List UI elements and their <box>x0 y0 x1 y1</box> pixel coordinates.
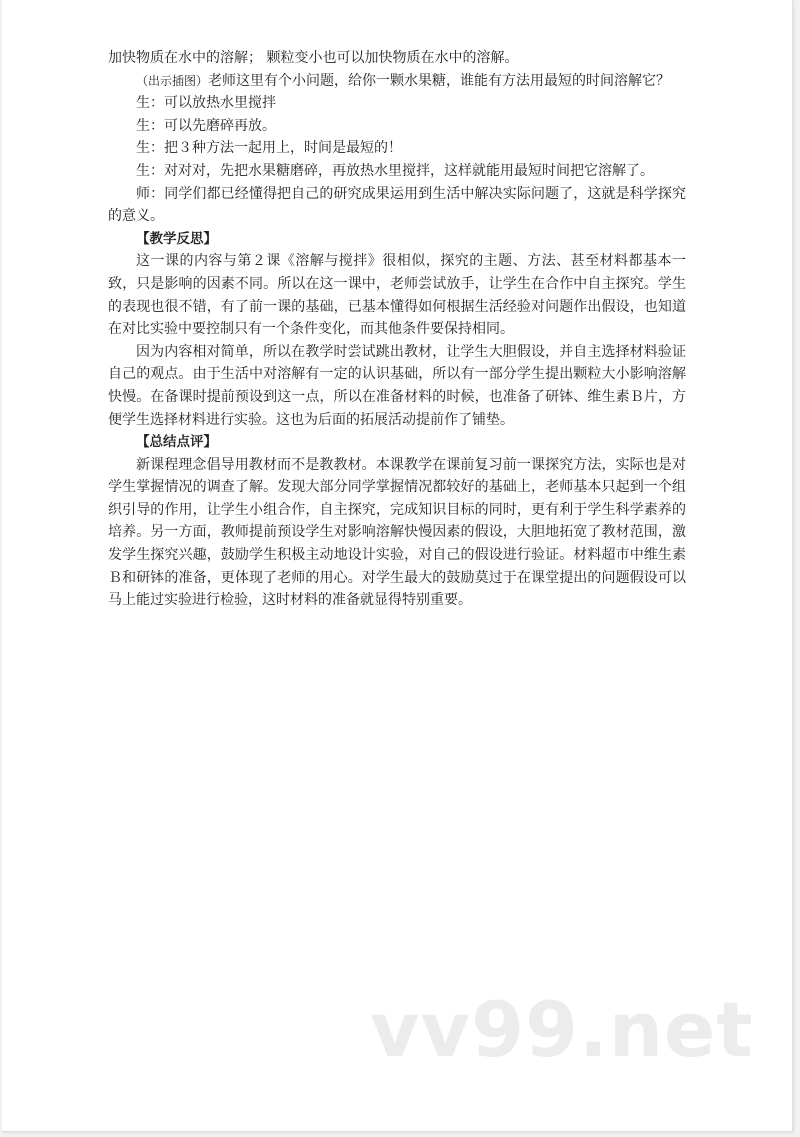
watermark: vv99.net <box>370 985 754 1074</box>
dialogue-line-3: 生：把３种方法一起用上，时间是最短的！ <box>136 140 402 157</box>
section-heading-summary: 【总结点评】 <box>136 434 217 451</box>
dialogue-line-1: 生：可以放热水里搅拌 <box>136 95 276 112</box>
document-page <box>2 0 793 1132</box>
document-body <box>108 47 686 612</box>
reflection-paragraph-2: 因为内容相对简单，所以在教学时尝试跳出教材，让学生大胆假设，并自主选择材料验证自己的观点。由于生活中对溶解有一定的认识基础，所以有一部分学生提出颗粒大小影响溶解快慢。在备课时提前预设到这一点，所以在准备材料的时候，也准备了研钵、维生素Ｂ片，方便学生选择材料进行实验。这也为后面的拓展活动提前作了铺垫。 <box>108 343 686 428</box>
figure-prompt-label: （出示插图） <box>136 73 209 88</box>
paragraph-2-text: 老师这里有个小问题，给你一颗水果糖，谁能有方法用最短的时间溶解它？ <box>208 72 671 89</box>
teacher-line: 师：同学们都已经懂得把自己的研究成果运用到生活中解决实际问题了，这就是科学探究的意义。 <box>108 185 686 225</box>
dialogue-line-2: 生：可以先磨碎再放。 <box>136 117 276 134</box>
reflection-paragraph-1: 这一课的内容与第２课《溶解与搅拌》很相似，探究的主题、方法、甚至材料都基本一致，只是影响的因素不同。所以在这一课中，老师尝试放手，让学生在合作中自主探究。学生的表现也很不错，有了前一课的基础，已基本懂得如何根据生活经验对问题作出假设，也知道在对比实验中要控制只有一个条件变化，而其他条件要保持相同。 <box>108 253 686 338</box>
paragraph-2 <box>108 70 686 93</box>
paragraph-1: 加快物质在水中的溶解； 颗粒变小也可以加快物质在水中的溶解。 <box>108 50 519 66</box>
dialogue-line-4: 生：对对对，先把水果糖磨碎，再放热水里搅拌，这样就能用最短时间把它溶解了。 <box>136 162 654 179</box>
summary-paragraph: 新课程理念倡导用教材而不是教教材。本课教学在课前复习前一课探究方法，实际也是对学生掌握情况的调查了解。发现大部分同学掌握情况都较好的基础上，老师基本只起到一个组织引导的作用，让学生小组合作，自主探究，完成知识目标的同时，更有利于学生科学素养的培养。另一方面，教师提前预设学生对影响溶解快慢因素的假设，大胆地拓宽了教材范围，激发学生探究兴趣，鼓励学生积极主动地设计实验，对自己的假设进行验证。材料超市中维生素Ｂ和研钵的准备，更体现了老师的用心。对学生最大的鼓励莫过于在课堂提出的问题假设可以马上能过实验进行检验，这时材料的准备就显得特别重要。 <box>108 456 686 609</box>
section-heading-reflection: 【教学反思】 <box>136 230 217 247</box>
